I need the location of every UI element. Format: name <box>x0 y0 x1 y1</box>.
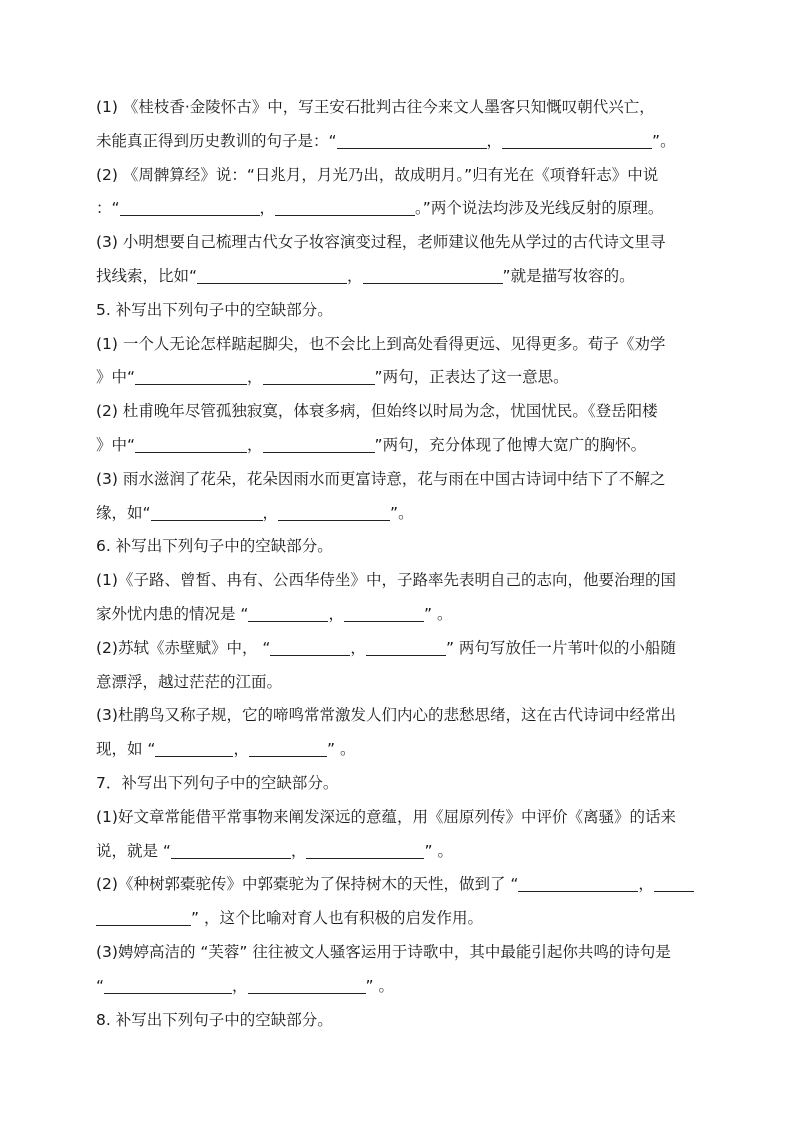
answer-blank[interactable] <box>502 132 652 149</box>
text-segment: ， <box>262 503 279 522</box>
text-line <box>96 598 700 632</box>
text-segment: ， <box>638 875 654 894</box>
text-line <box>96 936 700 970</box>
text-line <box>96 395 700 429</box>
text-segment: ， <box>290 841 307 860</box>
text-segment: (1)《子路、曾皙、冉有、公西华侍坐》中，子路率先表明自己的志向，他要治理的国 <box>96 571 676 590</box>
text-segment: ”就是描写妆容的。 <box>502 266 635 285</box>
text-line <box>96 159 700 193</box>
section-heading <box>96 294 700 328</box>
text-segment: 找线索，比如“ <box>96 266 198 285</box>
text-segment: (3)娉婷高洁的 “芙蓉” 往往被文人骚客运用于诗歌中，其中最能引起你共鸣的诗句是 <box>96 942 671 961</box>
text-segment: ”两句，充分体现了他博大宽广的胸怀。 <box>374 435 647 454</box>
text-line <box>96 125 700 159</box>
text-segment: 意漂浮，越过茫茫的江面。 <box>96 672 283 691</box>
answer-blank[interactable] <box>104 977 232 994</box>
text-segment: “ <box>96 976 105 995</box>
text-segment: 未能真正得到历史教训的句子是：“ <box>96 131 337 150</box>
answer-blank[interactable] <box>270 639 350 656</box>
text-line <box>96 429 700 463</box>
answer-blank[interactable] <box>366 639 446 656</box>
text-line <box>96 970 700 1004</box>
text-line <box>96 801 700 835</box>
section-heading <box>96 1004 700 1038</box>
text-segment: 家外忧内患的情况是 “ <box>96 604 249 623</box>
document-page <box>96 91 700 1037</box>
text-segment: 》中“ <box>96 368 136 387</box>
text-line <box>96 733 700 767</box>
text-line <box>96 192 700 226</box>
text-segment: ， <box>350 638 366 657</box>
text-segment: ”。 <box>652 131 676 150</box>
text-segment: (3) 雨水滋润了花朵，花朵因雨水而更富诗意，花与雨在中国古诗词中结下了不解之 <box>96 469 666 488</box>
text-segment: 现，如 “ <box>96 740 156 759</box>
text-segment: ， <box>247 368 263 387</box>
text-line <box>96 868 700 902</box>
text-segment: 7．补写出下列句子中的空缺部分。 <box>96 773 339 792</box>
answer-blank[interactable] <box>363 267 503 284</box>
text-line <box>96 91 700 125</box>
answer-blank[interactable] <box>248 605 328 622</box>
answer-blank[interactable] <box>249 741 327 758</box>
text-segment: (2)苏轼《赤壁赋》中， “ <box>96 638 271 657</box>
text-segment: 5. 补写出下列句子中的空缺部分。 <box>96 300 333 319</box>
text-segment: ” 。 <box>423 604 453 623</box>
text-segment: ， <box>259 199 276 218</box>
answer-blank[interactable] <box>518 876 638 893</box>
answer-blank[interactable] <box>275 200 415 217</box>
answer-blank[interactable] <box>96 910 191 927</box>
text-line <box>96 699 700 733</box>
text-segment: ” ，这个比喻对育人也有积极的启发作用。 <box>191 909 483 928</box>
answer-blank[interactable] <box>263 369 375 386</box>
text-segment: (3)杜鹃鸟又称子规，它的啼鸣常常激发人们内心的悲愁思绪，这在古代诗词中经常出 <box>96 706 676 725</box>
text-line <box>96 497 700 531</box>
text-segment: (1)好文章常能借平常事物来阐发深远的意蕴，用《屈原列传》中评价《离骚》的话来 <box>96 807 676 826</box>
text-line <box>96 226 700 260</box>
text-segment: ” 。 <box>424 841 453 860</box>
text-line <box>96 361 700 395</box>
answer-blank[interactable] <box>306 842 424 859</box>
answer-blank[interactable] <box>344 605 424 622</box>
text-segment: ， <box>486 131 503 150</box>
text-segment: ” 。 <box>365 976 395 995</box>
text-segment: ， <box>347 266 363 285</box>
text-segment: 缘，如“ <box>96 503 151 522</box>
answer-blank[interactable] <box>155 741 233 758</box>
text-line <box>96 463 700 497</box>
text-segment: ， <box>328 604 344 623</box>
text-line <box>96 835 700 869</box>
text-segment: ， <box>232 976 248 995</box>
section-heading <box>96 767 700 801</box>
text-segment: ” 。 <box>326 740 356 759</box>
text-segment: ”两句，正表达了这一意思。 <box>374 368 569 387</box>
text-segment: (2)《种树郭橐驼传》中郭橐驼为了保持树木的天性，做到了 “ <box>96 875 519 894</box>
text-segment: ”。 <box>390 503 414 522</box>
text-segment: 6. 补写出下列句子中的空缺部分。 <box>96 537 333 556</box>
text-segment: (3) 小明想要自己梳理古代女子妆容演变过程，老师建议他先从学过的古代诗文里寻 <box>96 233 666 252</box>
text-segment: 说，就是 “ <box>96 841 171 860</box>
text-line <box>96 564 700 598</box>
text-line <box>96 666 700 700</box>
text-line <box>96 902 700 936</box>
text-segment: ， <box>247 435 263 454</box>
answer-blank[interactable] <box>171 842 291 859</box>
text-line <box>96 260 700 294</box>
text-line <box>96 632 700 666</box>
text-segment: ， <box>233 740 249 759</box>
answer-blank[interactable] <box>135 436 247 453</box>
answer-blank[interactable] <box>151 504 263 521</box>
text-segment: 》中“ <box>96 435 136 454</box>
answer-blank[interactable] <box>135 369 247 386</box>
text-segment: ” 两句写放任一片苇叶似的小船随 <box>445 638 676 657</box>
text-segment: 。”两个说法均涉及光线反射的原理。 <box>415 199 664 218</box>
answer-blank[interactable] <box>120 200 260 217</box>
answer-blank[interactable] <box>248 977 366 994</box>
answer-blank[interactable] <box>197 267 347 284</box>
text-line <box>96 328 700 362</box>
text-segment: 8. 补写出下列句子中的空缺部分。 <box>96 1010 333 1029</box>
text-segment: (2) 《周髀算经》说：“日兆月，月光乃出，故成明月。”归有光在《项脊轩志》中说 <box>96 165 659 184</box>
text-segment: ：“ <box>96 199 120 218</box>
text-segment: (2) 杜甫晚年尽管孤独寂寞，体衰多病，但始终以时局为念，忧国忧民。《登岳阳楼 <box>96 402 658 421</box>
answer-blank[interactable] <box>278 504 390 521</box>
section-heading <box>96 530 700 564</box>
text-segment: (1) 《桂枝香·金陵怀古》中，写王安石批判古往今来文人墨客只知慨叹朝代兴亡， <box>96 98 655 116</box>
answer-blank[interactable] <box>337 132 487 149</box>
text-segment: (1) 一个人无论怎样踮起脚尖，也不会比上到高处看得更远、见得更多。荀子《劝学 <box>96 334 666 353</box>
answer-blank[interactable] <box>263 436 375 453</box>
answer-blank[interactable] <box>654 876 694 893</box>
